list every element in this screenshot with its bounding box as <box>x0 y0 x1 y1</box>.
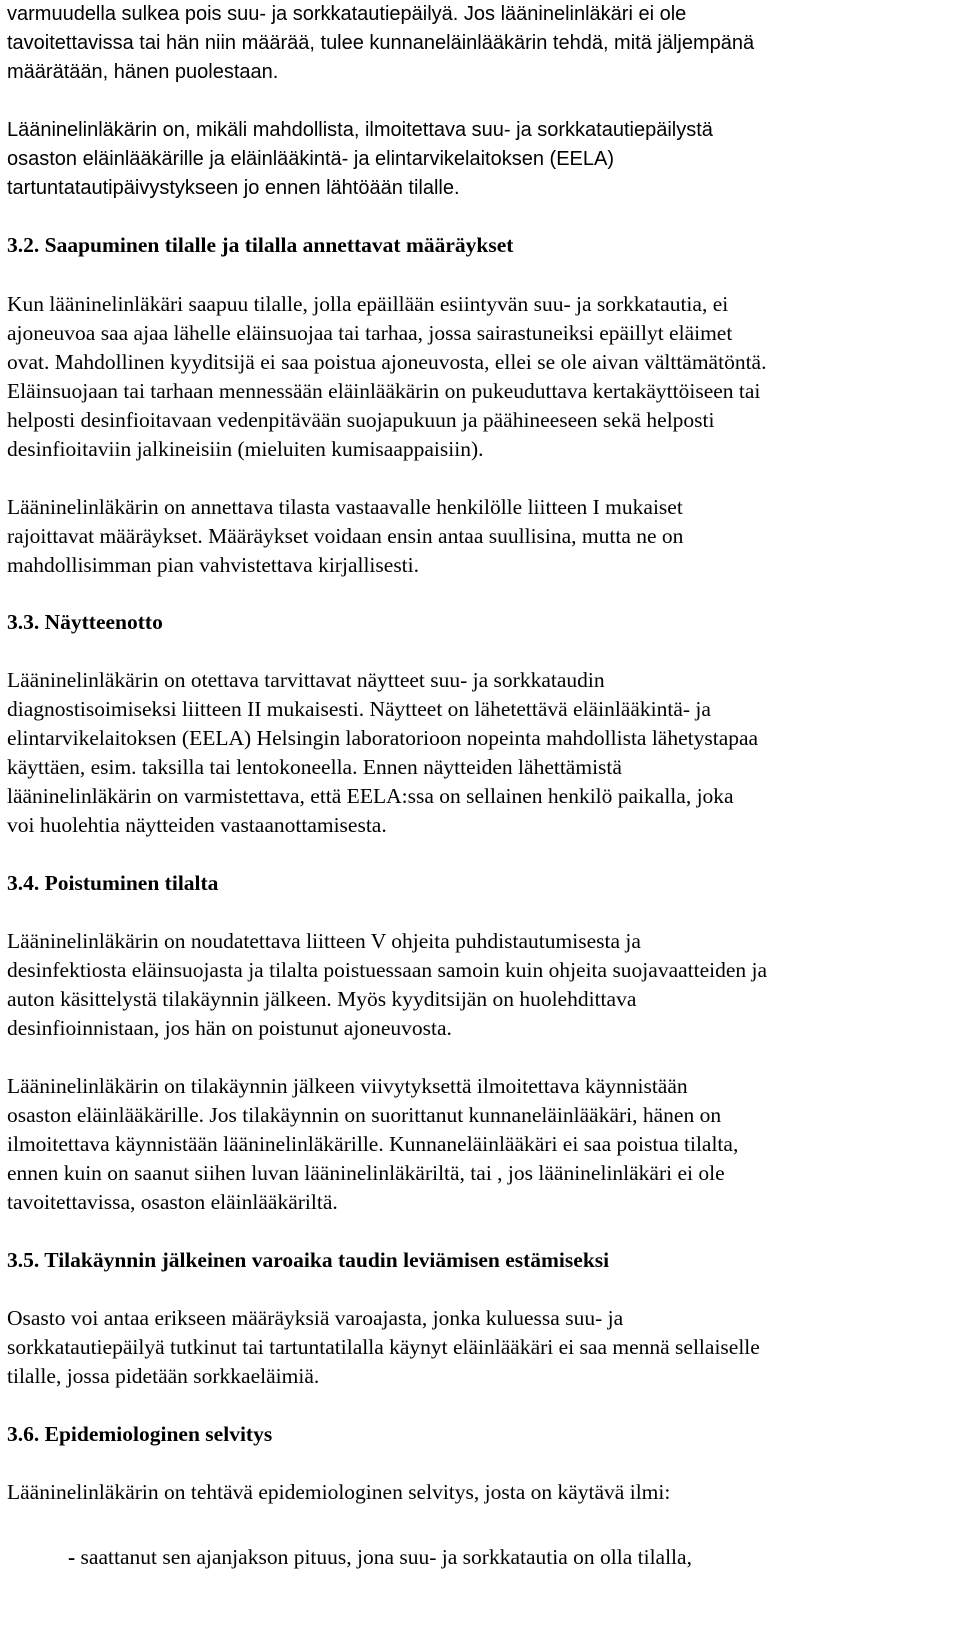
text-line: tavoitettavissa tai hän niin määrää, tulee kunnaneläinlääkärin tehdä, mitä jäljempänä <box>7 32 755 54</box>
text-line: diagnostisoimiseksi liitteen II mukaisesti. Näytteet on lähetettävä eläinlääkintä- ja <box>7 697 711 721</box>
text-line: osaston eläinlääkärille. Jos tilakäynnin on suorittanut kunnaneläinlääkäri, hänen on <box>7 1103 722 1127</box>
text-line: ilmoitettava käynnistään lääninelinläkärille. Kunnaneläinlääkäri ei saa poistua tilalta, <box>7 1132 739 1156</box>
text-line: elintarvikelaitoksen (EELA) Helsingin laboratorioon nopeinta mahdollista lähetystapaa <box>7 726 759 750</box>
list-item-text: saattanut sen ajanjakson pituus, jona suu- ja sorkkatautia on olla tilalla, <box>75 1545 692 1569</box>
text-line: tartuntatautipäivystykseen jo ennen lähtöään tilalle. <box>7 177 460 199</box>
text-line: osaston eläinlääkärille ja eläinlääkintä- ja elintarvikelaitoksen (EELA) <box>7 148 614 170</box>
text-line: voi huolehtia näytteiden vastaanottamisesta. <box>7 813 387 837</box>
section-heading-3-2: 3.2. Saapuminen tilalle ja tilalla annettavat määräykset <box>7 233 514 257</box>
section-3-5-paragraph-1 <box>7 1304 760 1391</box>
text-line: tilalle, jossa pidetään sorkkaeläimiä. <box>7 1364 320 1388</box>
text-line: rajoittavat määräykset. Määräykset voidaan ensin antaa suullisina, mutta ne on <box>7 524 684 548</box>
list-item <box>7 1543 692 1572</box>
text-line: desinfektiosta eläinsuojasta ja tilalta poistuessaan samoin kuin ohjeita suojavaatteiden ja <box>7 958 768 982</box>
text-line: Lääninelinläkärin on noudatettava liitteen V ohjeita puhdistautumisesta ja <box>7 929 641 953</box>
text-line: Lääninelinläkärin on otettava tarvittavat näytteet suu- ja sorkkataudin <box>7 668 605 692</box>
text-line: Lääninelinläkärin on tilakäynnin jälkeen viivytyksettä ilmoitettava käynnistään <box>7 1074 688 1098</box>
section-3-2-paragraph-2 <box>7 493 683 580</box>
section-3-3-paragraph-1 <box>7 666 758 840</box>
bullet-marker: - <box>68 1545 76 1569</box>
text-line: määrätään, hänen puolestaan. <box>7 61 279 83</box>
section-3-4-paragraph-2 <box>7 1072 738 1217</box>
section-3-6-paragraph-1 <box>7 1478 670 1507</box>
text-line: Lääninelinläkärin on, mikäli mahdollista, ilmoitettava suu- ja sorkkatautiepäilystä <box>7 119 713 141</box>
text-line: ovat. Mahdollinen kyyditsijä ei saa poistua ajoneuvosta, ellei se ole aivan välttämätöntä. <box>7 350 767 374</box>
text-line: helposti desinfioitavaan vedenpitävään suojapukuun ja päähineeseen sekä helposti <box>7 408 715 432</box>
text-line: Lääninelinläkärin on tehtävä epidemiologinen selvitys, josta on käytävä ilmi: <box>7 1480 671 1504</box>
bullet-list <box>7 1543 692 1572</box>
text-line: Lääninelinläkärin on annettava tilasta vastaavalle henkilölle liitteen I mukaiset <box>7 495 683 519</box>
text-line: mahdollisimman pian vahvistettava kirjallisesti. <box>7 553 420 577</box>
text-line: varmuudella sulkea pois suu- ja sorkkatautiepäilyä. Jos lääninelinläkäri ei ole <box>7 3 687 25</box>
text-line: sorkkatautiepäilyä tutkinut tai tartuntatilalla käynyt eläinlääkäri ei saa mennä sellaiselle <box>7 1335 760 1359</box>
notice-paragraph <box>7 116 713 203</box>
text-line: Kun lääninelinläkäri saapuu tilalle, jolla epäillään esiintyvän suu- ja sorkkatautia, ei <box>7 292 729 316</box>
section-heading-3-5: 3.5. Tilakäynnin jälkeinen varoaika taudin leviämisen estämiseksi <box>7 1248 610 1272</box>
text-line: desinfioitaviin jalkineisiin (mieluiten kumisaappaisiin). <box>7 437 484 461</box>
text-line: lääninelinläkärin on varmistettava, että EELA:ssa on sellainen henkilö paikalla, joka <box>7 784 734 808</box>
intro-paragraph <box>7 0 754 87</box>
text-line: tavoitettavissa, osaston eläinlääkäriltä. <box>7 1190 338 1214</box>
section-3-2-paragraph-1 <box>7 290 766 464</box>
section-heading-3-4: 3.4. Poistuminen tilalta <box>7 871 219 895</box>
section-heading-3-3: 3.3. Näytteenotto <box>7 610 163 634</box>
text-line: Osasto voi antaa erikseen määräyksiä varoajasta, jonka kuluessa suu- ja <box>7 1306 624 1330</box>
text-line: ennen kuin on saanut siihen luvan lääninelinläkäriltä, tai , jos lääninelinläkäri ei ole <box>7 1161 725 1185</box>
text-line: Eläinsuojaan tai tarhaan mennessään eläinlääkärin on pukeuduttava kertakäyttöiseen tai <box>7 379 761 403</box>
text-line: desinfioinnistaan, jos hän on poistunut ajoneuvosta. <box>7 1016 452 1040</box>
section-heading-3-6: 3.6. Epidemiologinen selvitys <box>7 1422 273 1446</box>
text-line: ajoneuvoa saa ajaa lähelle eläinsuojaa tai tarhaa, jossa sairastuneiksi epäillyt eläimet <box>7 321 733 345</box>
text-line: auton käsittelystä tilakäynnin jälkeen. Myös kyyditsijän on huolehdittava <box>7 987 637 1011</box>
section-3-4-paragraph-1 <box>7 927 767 1043</box>
text-line: käyttäen, esim. taksilla tai lentokoneella. Ennen näytteiden lähettämistä <box>7 755 622 779</box>
